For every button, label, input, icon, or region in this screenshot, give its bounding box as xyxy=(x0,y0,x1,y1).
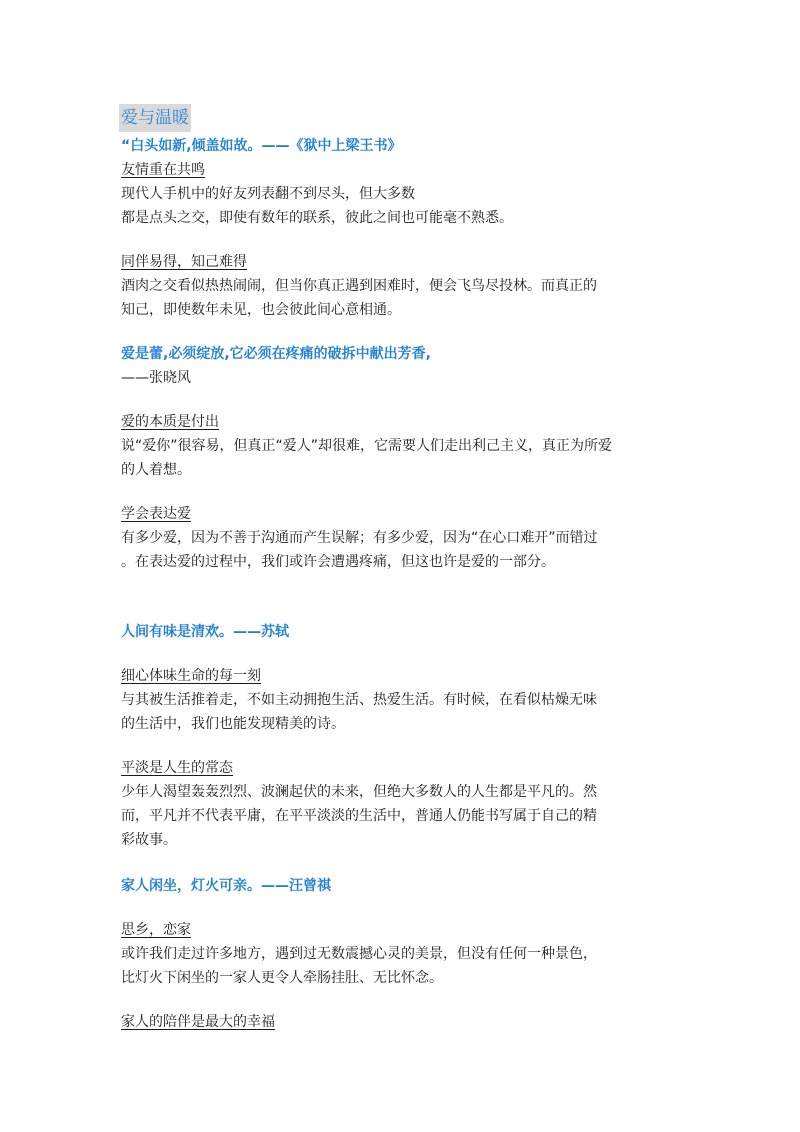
subheading: 同伴易得，知己难得 xyxy=(121,254,247,270)
quote-heading: 爱是蕾,必须绽放,它必须在疼痛的破拆中献出芳香, xyxy=(121,346,431,362)
spacer xyxy=(121,898,686,918)
spacer xyxy=(121,390,686,410)
subheading: 平淡是人生的常态 xyxy=(121,760,233,776)
subheading: 思乡，恋家 xyxy=(121,922,191,938)
quote-heading: “白头如新,倾盖如故。——《狱中上梁王书》 xyxy=(121,138,402,154)
subheading: 爱的本质是付出 xyxy=(121,414,219,430)
document-title: 爱与温暖 xyxy=(119,104,191,132)
spacer xyxy=(121,990,686,1010)
spacer xyxy=(121,230,686,250)
spacer xyxy=(121,322,686,342)
paragraph-line: 的人着想。 xyxy=(121,462,191,478)
quote-heading: 家人闲坐，灯火可亲。——汪曾祺 xyxy=(121,878,331,894)
subheading: 细心体味生命的每一刻 xyxy=(121,668,261,684)
paragraph-line: 现代人手机中的好友列表翻不到尽头，但大多数 xyxy=(121,186,415,202)
paragraph-line: 酒肉之交看似热热闹闹，但当你真正遇到困难时，便会飞鸟尽投林。而真正的 xyxy=(121,278,597,294)
spacer xyxy=(121,736,686,756)
subheading: 友情重在共鸣 xyxy=(121,162,205,178)
paragraph-line: 彩故事。 xyxy=(121,832,177,848)
subheading: 家人的陪伴是最大的幸福 xyxy=(121,1014,275,1030)
paragraph-line: 少年人渴望轰轰烈烈、波澜起伏的未来，但绝大多数人的人生都是平凡的。然 xyxy=(121,784,597,800)
paragraph-line: 而，平凡并不代表平庸，在平平淡淡的生活中，普通人仍能书写属于自己的精 xyxy=(121,808,597,824)
quote-author: ——张晓风 xyxy=(121,370,191,386)
paragraph-line: 。在表达爱的过程中，我们或许会遭遇疼痛，但这也许是爱的一部分。 xyxy=(121,554,555,570)
spacer xyxy=(121,644,686,664)
paragraph-line: 知己，即使数年未见，也会彼此间心意相通。 xyxy=(121,302,401,318)
spacer xyxy=(121,574,686,620)
subheading: 学会表达爱 xyxy=(121,506,191,522)
spacer xyxy=(121,852,686,874)
paragraph-line: 比灯火下闲坐的一家人更令人牵肠挂肚、无比怀念。 xyxy=(121,970,443,986)
paragraph-line: 说“爱你”很容易，但真正“爱人”却很难，它需要人们走出利己主义，真正为所爱 xyxy=(121,438,613,454)
document-content xyxy=(121,104,686,1034)
paragraph-line: 或许我们走过许多地方，遇到过无数震撼心灵的美景，但没有任何一种景色， xyxy=(121,946,597,962)
spacer xyxy=(121,482,686,502)
paragraph-line: 的生活中，我们也能发现精美的诗。 xyxy=(121,716,345,732)
quote-heading: 人间有味是清欢。——苏轼 xyxy=(121,624,289,640)
paragraph-line: 与其被生活推着走，不如主动拥抱生活、热爱生活。有时候，在看似枯燥无味 xyxy=(121,692,597,708)
paragraph-line: 有多少爱，因为不善于沟通而产生误解；有多少爱，因为“在心口难开”而错过 xyxy=(121,530,598,546)
paragraph-line: 都是点头之交，即使有数年的联系，彼此之间也可能毫不熟悉。 xyxy=(121,210,513,226)
